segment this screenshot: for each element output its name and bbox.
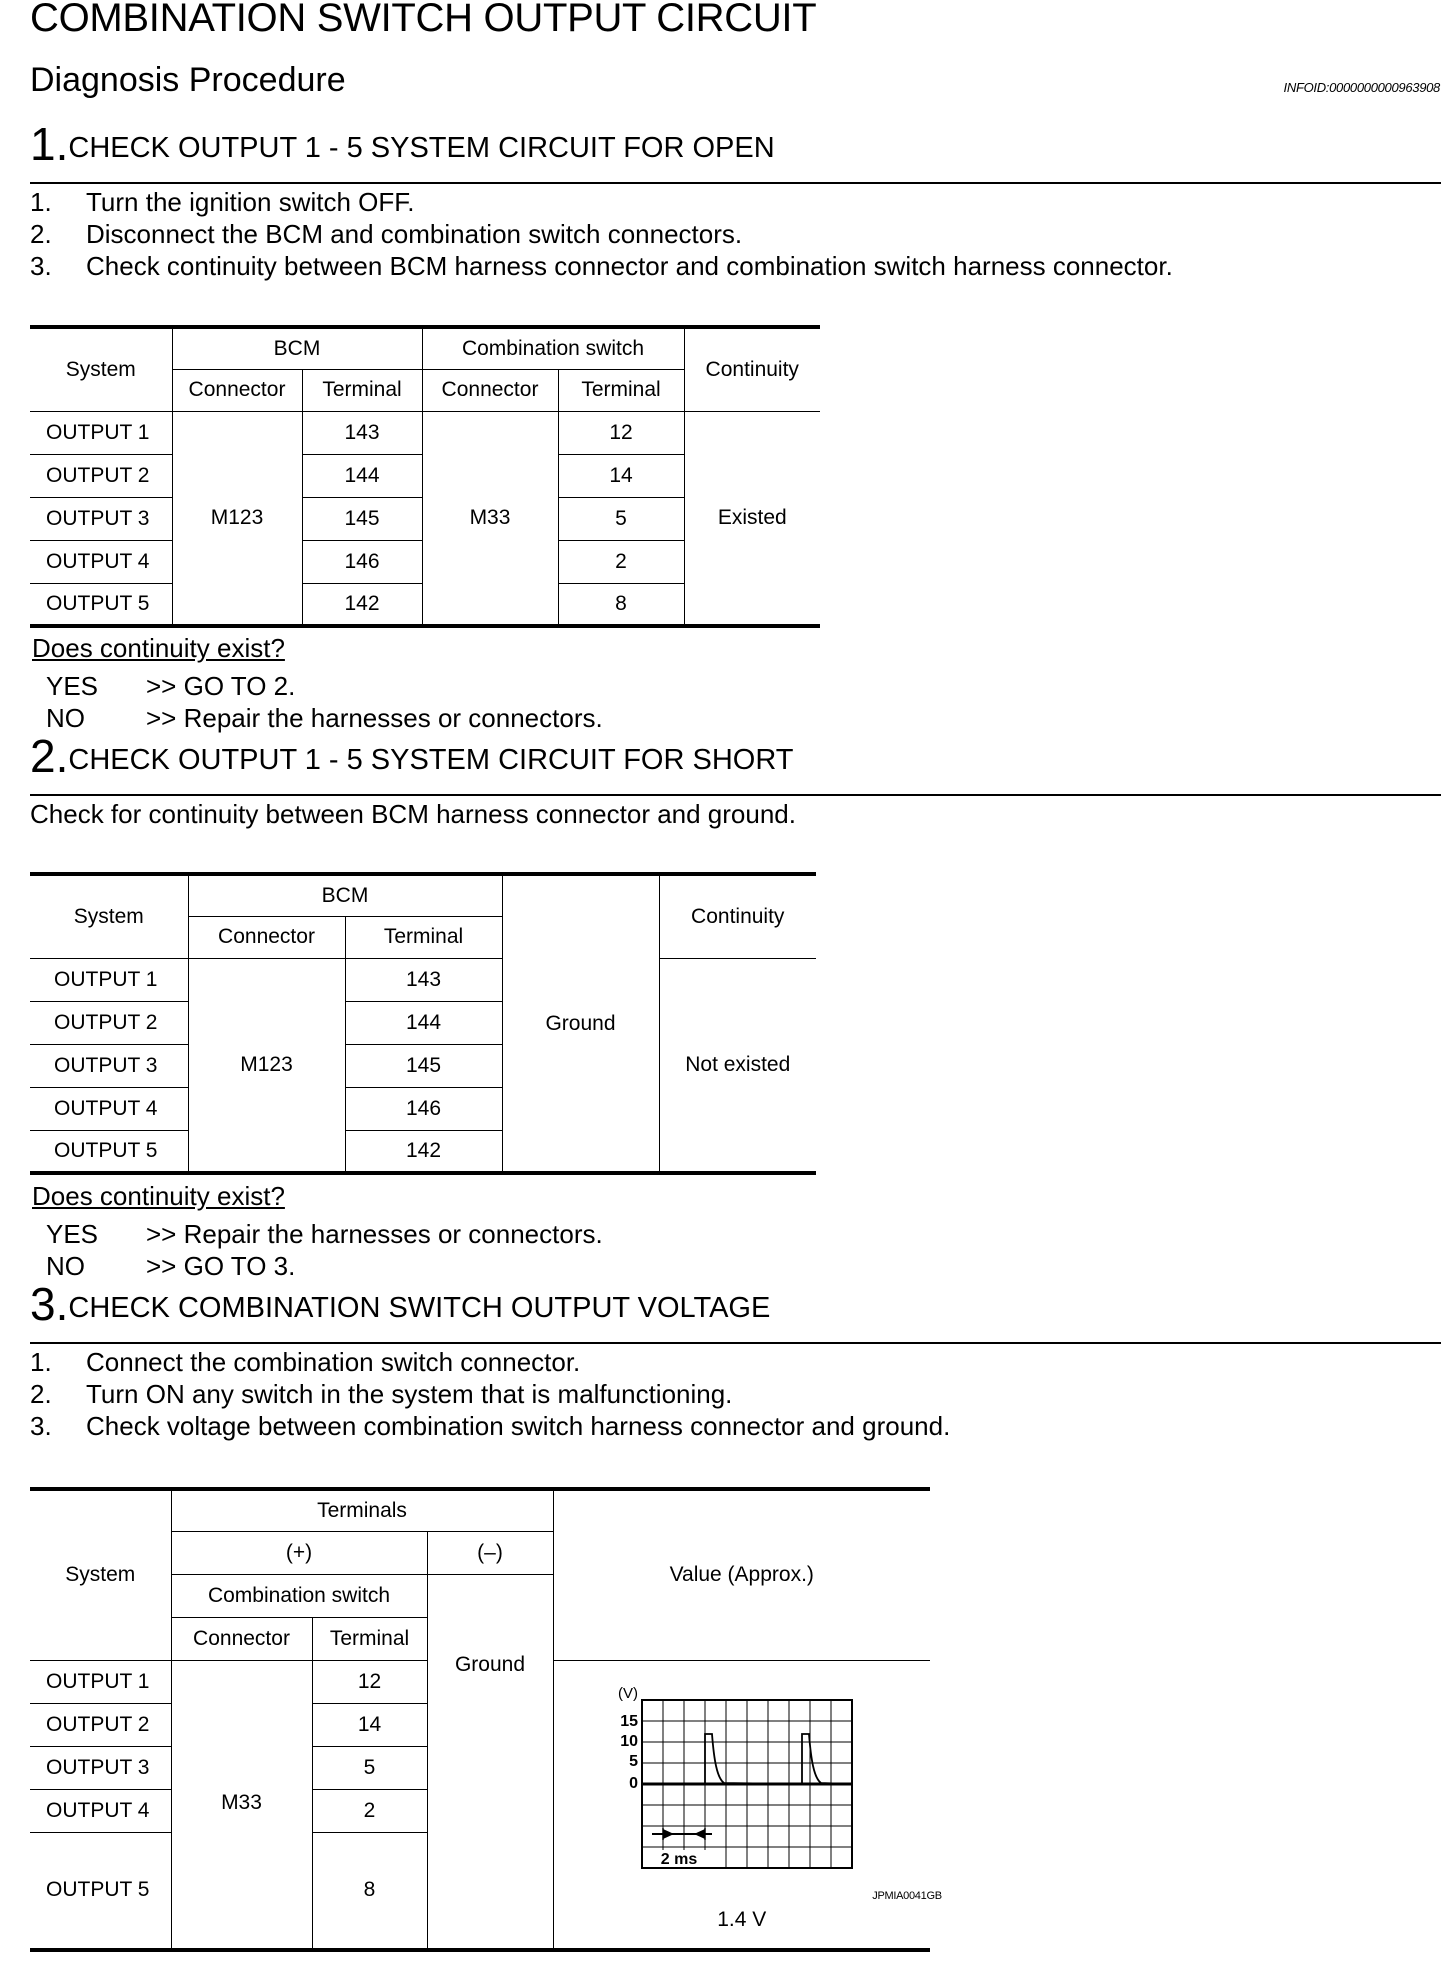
bcm-terminal-cell: 143 xyxy=(345,958,502,1001)
header-system: System xyxy=(30,1489,171,1660)
continuity-question: Does continuity exist? xyxy=(32,633,285,663)
system-cell: OUTPUT 4 xyxy=(30,1789,171,1832)
info-id: INFOID:0000000000963908 xyxy=(1283,80,1440,95)
header-continuity: Continuity xyxy=(659,874,816,958)
header-value: Value (Approx.) xyxy=(553,1489,930,1660)
system-cell: OUTPUT 3 xyxy=(30,1044,188,1087)
y-unit-label: (V) xyxy=(617,1685,638,1703)
switch-terminal-cell: 12 xyxy=(558,411,684,454)
instruction-item: 3. Check continuity between BCM harness connector and combination switch harness connector. xyxy=(30,251,1173,281)
switch-terminal-cell: 8 xyxy=(558,583,684,626)
switch-terminal-cell: 12 xyxy=(312,1660,427,1703)
system-cell: OUTPUT 1 xyxy=(30,958,188,1001)
switch-terminal-cell: 14 xyxy=(312,1703,427,1746)
table-row xyxy=(30,958,816,1001)
y-tick-5: 5 xyxy=(628,1753,638,1771)
step-1-continuity-table xyxy=(30,325,820,628)
table-row xyxy=(30,411,820,454)
header-positive: (+) xyxy=(171,1531,427,1574)
continuity-cell: Existed xyxy=(684,411,820,626)
figure-id: JPMIA0041GB xyxy=(872,1890,942,1903)
header-bcm: BCM xyxy=(172,327,422,369)
switch-terminal-cell: 5 xyxy=(312,1746,427,1789)
bcm-terminal-cell: 144 xyxy=(302,454,422,497)
step-3-voltage-table xyxy=(30,1487,942,1952)
ground-cell: Ground xyxy=(502,874,659,1173)
header-terminal: Terminal xyxy=(558,369,684,411)
step-title: CHECK OUTPUT 1 - 5 SYSTEM CIRCUIT FOR OPEN xyxy=(68,132,775,164)
y-tick-0: 0 xyxy=(628,1775,638,1793)
answer-no: NO >> GO TO 3. xyxy=(46,1251,296,1281)
step-1-answers xyxy=(46,670,603,734)
switch-terminal-cell: 2 xyxy=(558,540,684,583)
header-bcm: BCM xyxy=(188,874,502,916)
header-connector: Connector xyxy=(171,1617,312,1660)
header-terminal: Terminal xyxy=(302,369,422,411)
header-continuity: Continuity xyxy=(684,327,820,411)
bcm-terminal-cell: 146 xyxy=(302,540,422,583)
bcm-terminal-cell: 146 xyxy=(345,1087,502,1130)
bcm-terminal-cell: 142 xyxy=(302,583,422,626)
time-base-label: 2 ms xyxy=(660,1851,697,1869)
header-terminal: Terminal xyxy=(312,1617,427,1660)
instruction-item: 2. Turn ON any switch in the system that is malfunctioning. xyxy=(30,1379,733,1409)
bcm-terminal-cell: 145 xyxy=(302,497,422,540)
system-cell: OUTPUT 3 xyxy=(30,497,172,540)
header-negative: (–) xyxy=(427,1531,553,1574)
bcm-connector-cell: M123 xyxy=(172,411,302,626)
answer-yes: YES >> Repair the harnesses or connectors. xyxy=(46,1219,603,1249)
header-terminals: Terminals xyxy=(171,1489,553,1531)
bcm-terminal-cell: 143 xyxy=(302,411,422,454)
switch-terminal-cell: 2 xyxy=(312,1789,427,1832)
header-combination-switch: Combination switch xyxy=(171,1574,427,1617)
switch-terminal-cell: 5 xyxy=(558,497,684,540)
step-2-instruction: Check for continuity between BCM harness connector and ground. xyxy=(30,799,796,829)
step-2-heading xyxy=(30,730,794,782)
step-1-heading xyxy=(30,118,775,170)
step-3-instructions xyxy=(30,1346,950,1442)
step-title: CHECK OUTPUT 1 - 5 SYSTEM CIRCUIT FOR SHORT xyxy=(68,744,794,776)
step-2-short-table xyxy=(30,872,816,1175)
instruction-item: 1. Connect the combination switch connector. xyxy=(30,1347,581,1377)
system-cell: OUTPUT 3 xyxy=(30,1746,171,1789)
system-cell: OUTPUT 2 xyxy=(30,454,172,497)
header-connector: Connector xyxy=(172,369,302,411)
ground-cell: Ground xyxy=(427,1574,553,1950)
header-system: System xyxy=(30,327,172,411)
system-cell: OUTPUT 5 xyxy=(30,583,172,626)
answer-yes: YES >> GO TO 2. xyxy=(46,671,296,701)
step-number: 3. xyxy=(30,1278,69,1330)
instruction-item: 1. Turn the ignition switch OFF. xyxy=(30,187,415,217)
step-3-heading xyxy=(30,1278,771,1330)
system-cell: OUTPUT 1 xyxy=(30,1660,171,1703)
answer-no: NO >> Repair the harnesses or connectors. xyxy=(46,703,603,733)
waveform-chart xyxy=(582,1680,902,1880)
step-2-answers xyxy=(46,1218,603,1282)
instruction-item: 2. Disconnect the BCM and combination switch connectors. xyxy=(30,219,743,249)
system-cell: OUTPUT 2 xyxy=(30,1703,171,1746)
system-cell: OUTPUT 2 xyxy=(30,1001,188,1044)
divider xyxy=(30,794,1441,796)
divider xyxy=(30,182,1441,184)
header-terminal: Terminal xyxy=(345,916,502,958)
system-cell: OUTPUT 4 xyxy=(30,1087,188,1130)
bcm-terminal-cell: 142 xyxy=(345,1130,502,1173)
y-tick-15: 15 xyxy=(619,1713,638,1731)
switch-connector-cell: M33 xyxy=(422,411,558,626)
header-connector: Connector xyxy=(188,916,345,958)
continuity-cell: Not existed xyxy=(659,958,816,1173)
step-1-instructions xyxy=(30,186,1173,282)
switch-terminal-cell: 8 xyxy=(312,1832,427,1950)
system-cell: OUTPUT 5 xyxy=(30,1130,188,1173)
divider xyxy=(30,1342,1441,1344)
step-title: CHECK COMBINATION SWITCH OUTPUT VOLTAGE xyxy=(68,1292,771,1324)
header-connector: Connector xyxy=(422,369,558,411)
bcm-terminal-cell: 144 xyxy=(345,1001,502,1044)
y-tick-10: 10 xyxy=(619,1733,638,1751)
step-number: 1. xyxy=(30,118,69,170)
instruction-item: 3. Check voltage between combination switch harness connector and ground. xyxy=(30,1411,951,1441)
bcm-connector-cell: M123 xyxy=(188,958,345,1173)
value-cell xyxy=(553,1660,942,1950)
system-cell: OUTPUT 4 xyxy=(30,540,172,583)
oscilloscope-waveform xyxy=(582,1680,942,1903)
section-subtitle: Diagnosis Procedure xyxy=(30,61,346,99)
page-title: COMBINATION SWITCH OUTPUT CIRCUIT xyxy=(30,0,817,40)
continuity-question: Does continuity exist? xyxy=(32,1181,285,1211)
header-system: System xyxy=(30,874,188,958)
header-combination-switch: Combination switch xyxy=(422,327,684,369)
step-number: 2. xyxy=(30,730,69,782)
bcm-terminal-cell: 145 xyxy=(345,1044,502,1087)
system-cell: OUTPUT 1 xyxy=(30,411,172,454)
value-reading: 1.4 V xyxy=(717,1908,767,1932)
system-cell: OUTPUT 5 xyxy=(30,1832,171,1950)
switch-terminal-cell: 14 xyxy=(558,454,684,497)
switch-connector-cell: M33 xyxy=(171,1660,312,1950)
